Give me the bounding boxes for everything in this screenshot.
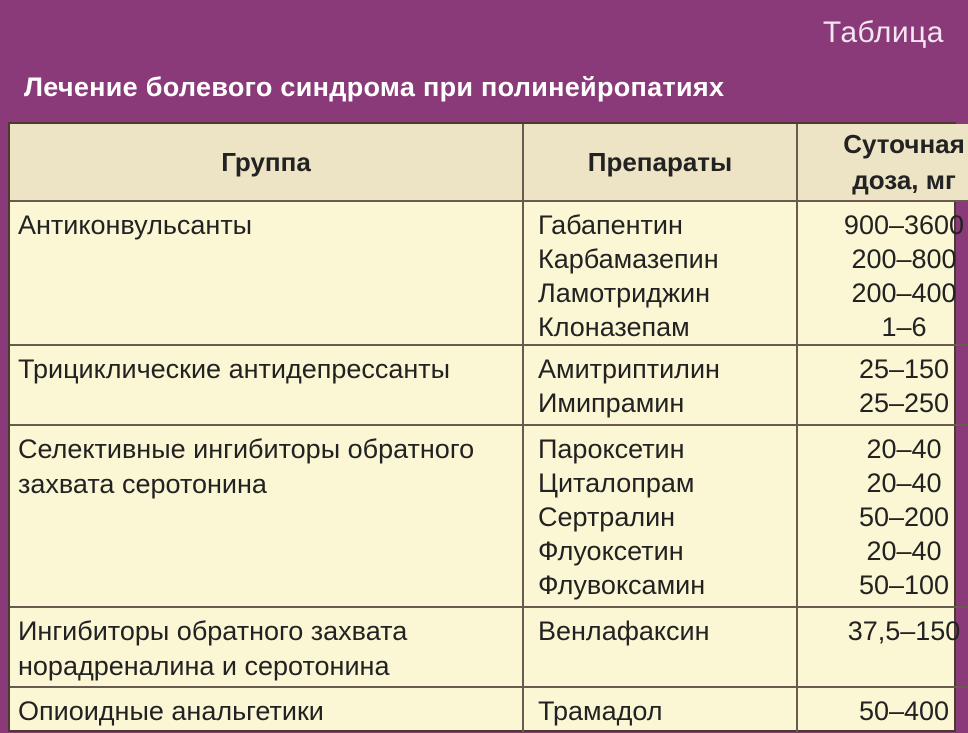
dose-value: 20–40 [866,536,942,566]
drug-name: Имипрамин [538,388,685,418]
drug-name: Сертралин [538,502,676,532]
group-cell [10,607,523,687]
drug-name: Карбамазепин [538,244,719,274]
dose-value: 50–400 [858,696,950,726]
drugs-cell [523,687,797,733]
drug-name: Пароксетин [538,434,685,464]
dose-cell [797,607,968,687]
dose-value: 200–400 [851,278,957,308]
dose-value: 1–6 [881,312,927,342]
group-line: Ингибиторы обратного захвата [18,616,408,646]
dose-value: 25–250 [858,388,950,418]
drug-name: Флувоксамин [538,570,706,600]
drug-name: Габапентин [538,210,683,240]
dose-value: 25–150 [858,354,950,384]
group-cell [10,201,523,345]
drugs-cell [523,607,797,687]
table-row [10,607,968,687]
dose-cell [797,687,968,733]
table-header-row [10,124,968,201]
dose-value: 200–800 [851,244,957,274]
column-header-dose-line1: Суточная [843,129,965,159]
group-cell [10,345,523,425]
treatment-table [8,122,965,732]
dose-cell [797,201,968,345]
drug-name: Клоназепам [538,312,690,342]
table-label: Таблица [822,16,944,49]
group-line: норадреналина и серотонина [18,651,390,681]
group-cell [10,425,523,607]
dose-cell [797,425,968,607]
drug-name: Амитриптилин [538,354,720,384]
drug-name: Венлафаксин [538,616,710,646]
group-cell [10,687,523,733]
group-line: Антиконвульсанты [18,210,253,240]
table-title: Лечение болевого синдрома при полинейропатиях [24,72,725,102]
table-row [10,425,968,607]
dose-value: 37,5–150 [847,616,961,646]
drugs-cell [523,201,797,345]
drug-name: Флуоксетин [538,536,684,566]
group-line: Селективные ингибиторы обратного [18,434,475,464]
column-header-dose-line2: доза, мг [852,165,956,195]
group-line: захвата серотонина [18,469,267,499]
dose-value: 20–40 [866,468,942,498]
drug-name: Трамадол [538,696,663,726]
column-header-drugs: Препараты [523,124,797,201]
dose-value: 50–200 [858,502,950,532]
drugs-cell [523,425,797,607]
group-line: Опиоидные анальгетики [18,696,324,726]
dose-value: 900–3600 [843,210,965,240]
group-line: Трициклические антидепрессанты [18,354,451,384]
dose-value: 50–100 [858,570,950,600]
drug-name: Циталопрам [538,468,695,498]
drug-name: Ламотриджин [538,278,710,308]
table-row [10,345,968,425]
table-row [10,201,968,345]
table-row [10,687,968,733]
dose-cell [797,345,968,425]
drugs-cell [523,345,797,425]
column-header-group: Группа [10,124,523,201]
dose-value: 20–40 [866,434,942,464]
column-header-dose [797,124,968,201]
